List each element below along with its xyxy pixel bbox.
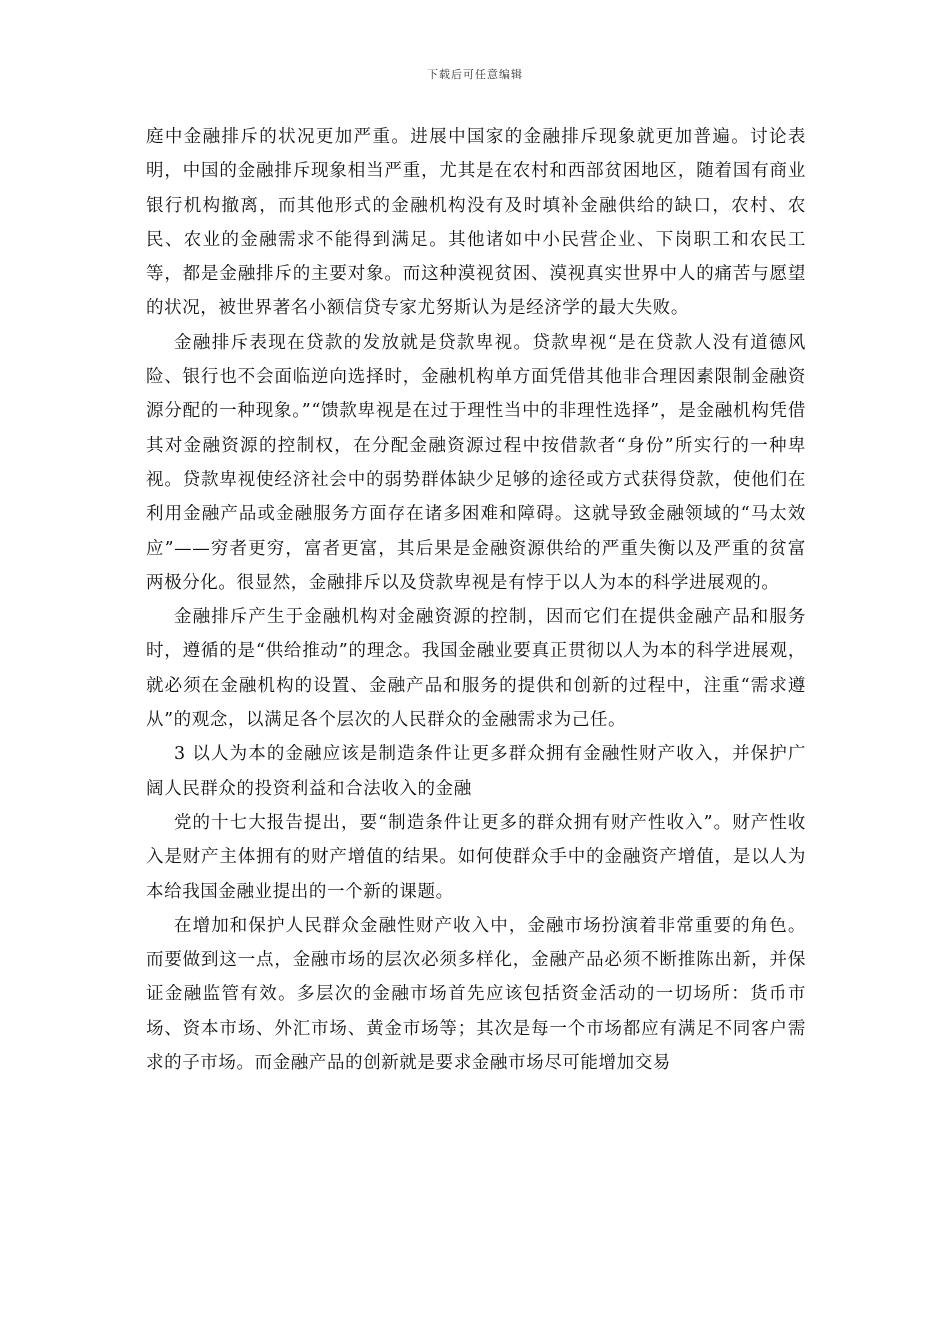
paragraph-2: 金融排斥表现在贷款的发放就是贷款卑视。贷款卑视“是在贷款人没有道德风险、银行也不会面临逆向选择时，金融机构单方面凭借其他非合理因素限制金融资源分配的一种现象。”“馈款卑视是在过于理性当中的非理性选择”，是金融机构凭借其对金融资源的控制权，在分配金融资源过程中按借款者“身份”所实行的一种卑视。贷款卑视使经济社会中的弱势群体缺少足够的途径或方式获得贷款，使他们在利用金融产品或金融服务方面存在诸多困难和障碍。这就导致金融领域的“马太效应”——穷者更穷，富者更富，其后果是金融资源供给的严重失衡以及严重的贫富两极分化。很显然，金融排斥以及贷款卑视是有悖于以人为本的科学进展观的。 xyxy=(146,332,806,593)
paragraph-1: 庭中金融排斥的状况更加严重。进展中国家的金融排斥现象就更加普遍。讨论表明，中国的金融排斥现象相当严重，尤其是在农村和西部贫困地区，随着国有商业银行机构撤离，而其他形式的金融机构没有及时填补金融供给的缺口，农村、农民、农业的金融需求不能得到满足。其他诸如中小民营企业、下岗职工和农民工等，都是金融排斥的主要对象。而这种漠视贫困、漠视真实世界中人的痛苦与愿望的状况，被世界著名小额信贷专家尤努斯认为是经济学的最大失败。 xyxy=(146,127,806,319)
page-header: 下载后可任意编辑 xyxy=(427,68,523,81)
paragraph-3: 金融排斥产生于金融机构对金融资源的控制，因而它们在提供金融产品和服务时，遵循的是“供给推动”的理念。我国金融业要真正贯彻以人为本的科学进展观，就必须在金融机构的设置、金融产品和服务的提供和创新的过程中，注重“需求遵从”的观念，以满足各个层次的人民群众的金融需求为己任。 xyxy=(146,607,806,731)
paragraph-4: 党的十七大报告提出，要“制造条件让更多的群众拥有财产性收入”。财产性收入是财产主体拥有的财产增值的结果。如何使群众手中的金融资产增值，是以人为本给我国金融业提出的一个新的课题。 xyxy=(146,812,806,902)
document-body xyxy=(146,120,806,1080)
paragraph-5: 在增加和保护人民群众金融性财产收入中，金融市场扮演着非常重要的角色。而要做到这一点，金融市场的层次必须多样化，金融产品必须不断推陈出新，并保证金融监管有效。多层次的金融市场首先应该包括资金活动的一切场所：货币市场、资本市场、外汇市场、黄金市场等；其次是每一个市场都应有满足不同客户需求的子市场。而金融产品的创新就是要求金融市场尽可能增加交易 xyxy=(146,915,806,1074)
section-heading-3: 3 以人为本的金融应该是制造条件让更多群众拥有金融性财产收入，并保护广阔人民群众的投资利益和合法收入的金融 xyxy=(146,744,806,799)
